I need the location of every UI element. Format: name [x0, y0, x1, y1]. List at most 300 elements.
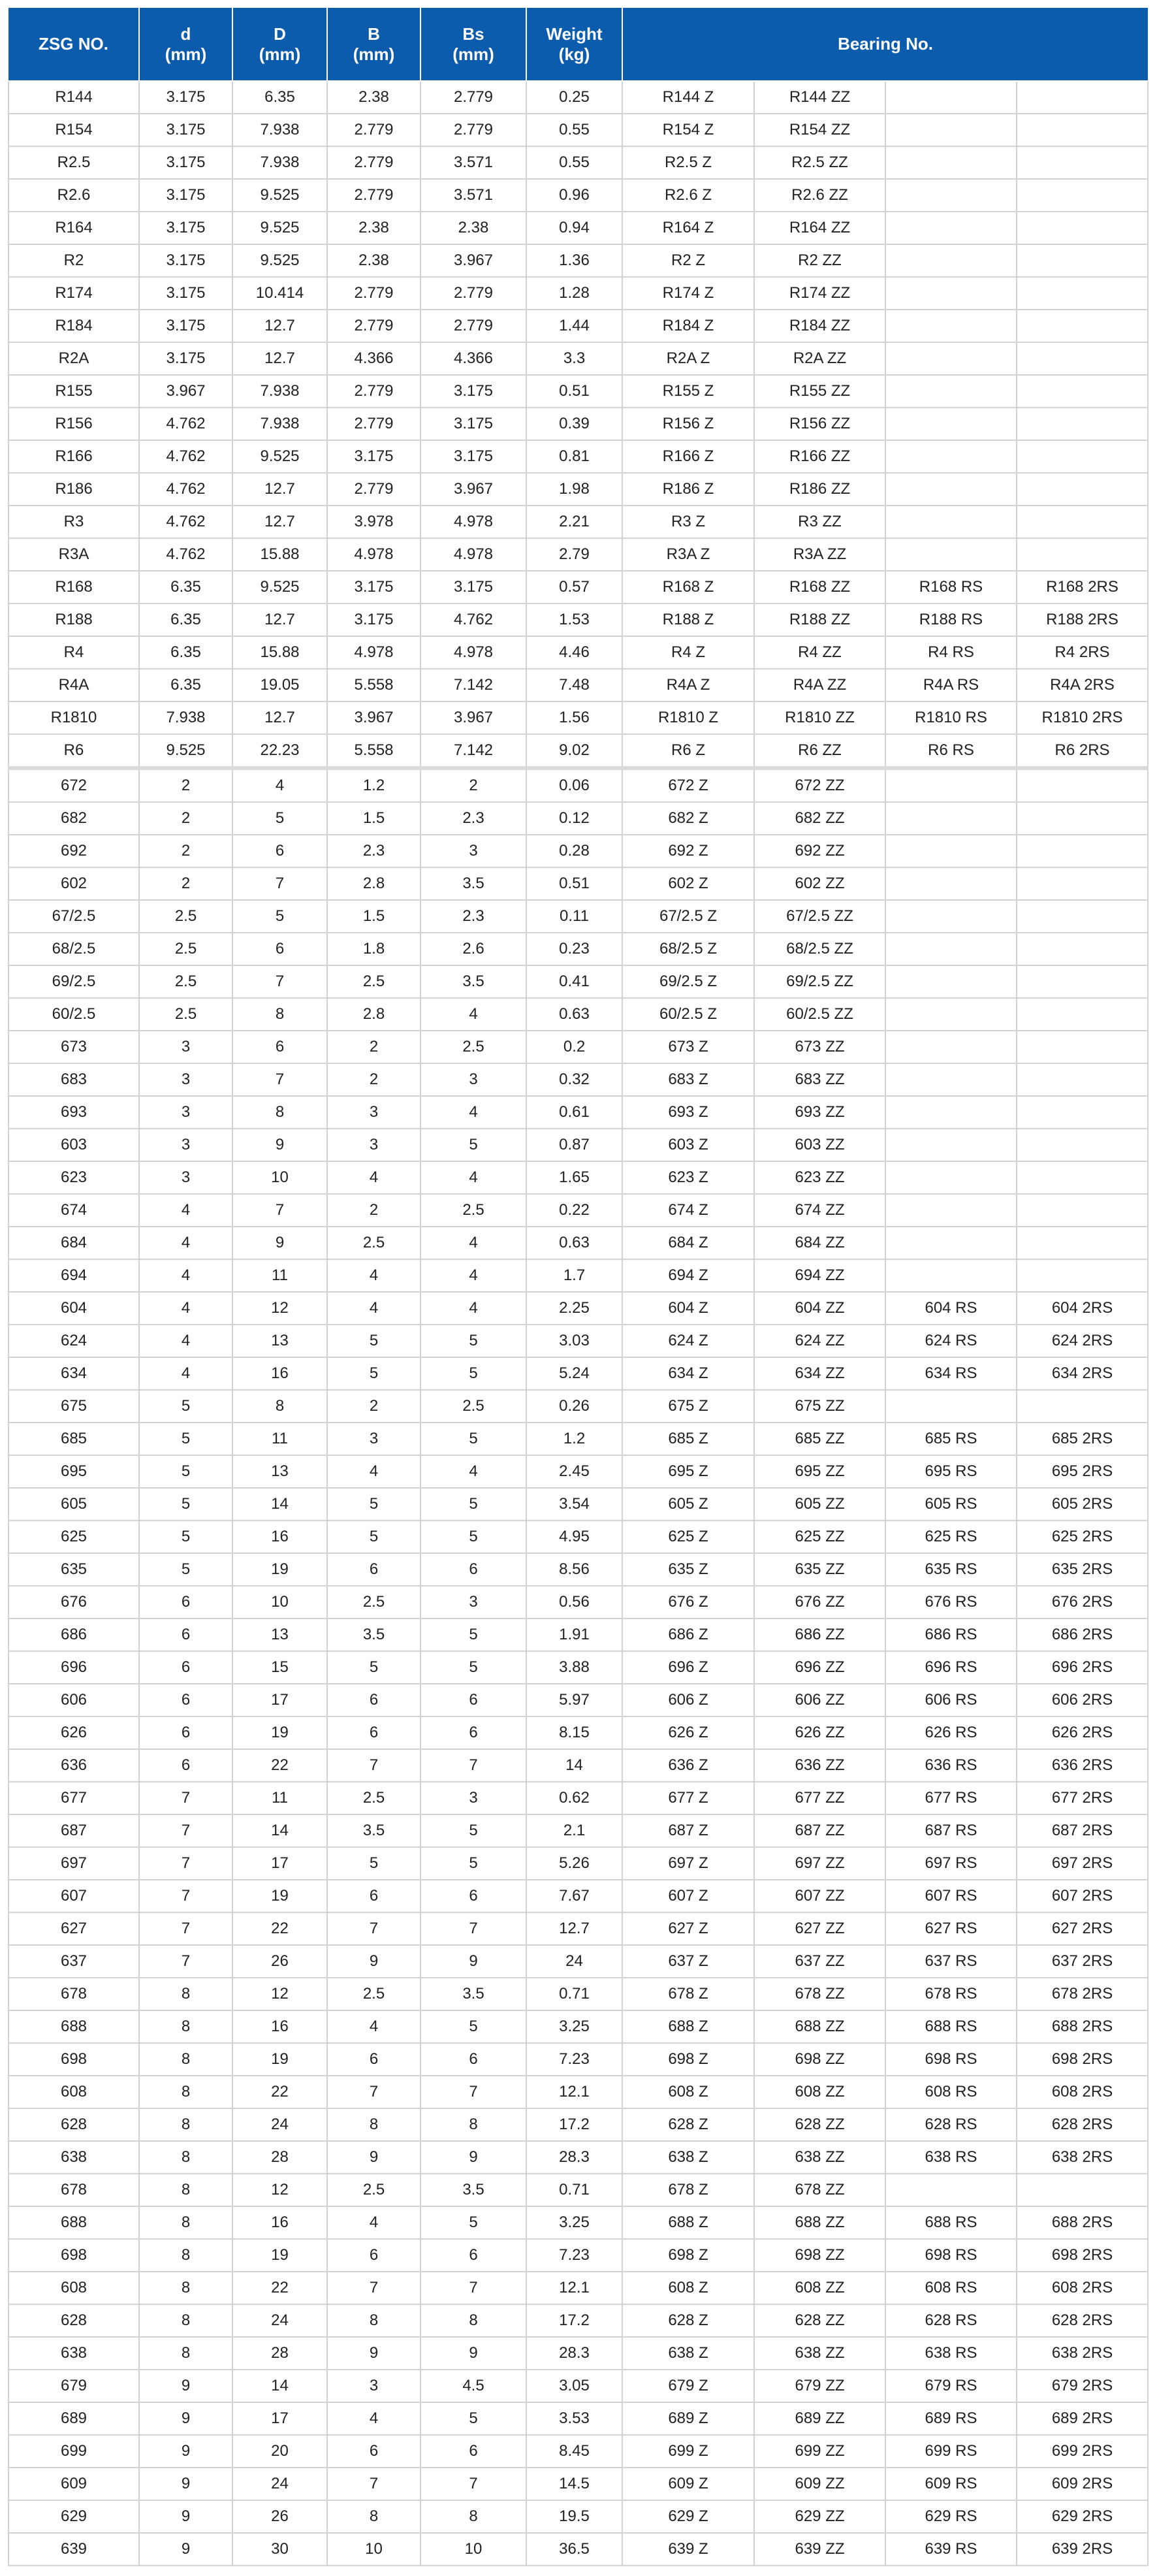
table-row	[8, 2370, 1148, 2402]
cell-Bs: 4	[420, 1455, 526, 1488]
cell-B: 2.5	[327, 2174, 420, 2206]
cell-D: 11	[232, 1782, 327, 1814]
cell-Bs: 5	[420, 2206, 526, 2239]
cell-bearing-zz: R4 ZZ	[754, 636, 885, 669]
cell-bearing-rs: R6 RS	[885, 734, 1017, 768]
cell-d: 6.35	[139, 669, 232, 701]
cell-bearing-rs: 634 RS	[885, 1357, 1017, 1390]
cell-bearing-zz: R2.5 ZZ	[754, 146, 885, 179]
cell-zsg-no: 68/2.5	[8, 933, 139, 965]
cell-weight: 0.62	[526, 1782, 622, 1814]
cell-bearing-zz: 636 ZZ	[754, 1749, 885, 1782]
cell-weight: 0.57	[526, 571, 622, 604]
cell-d: 8	[139, 2272, 232, 2304]
cell-bearing-z: 605 Z	[622, 1488, 754, 1521]
cell-bearing-z: R144 Z	[622, 81, 754, 114]
cell-bearing-z: 693 Z	[622, 1096, 754, 1129]
cell-d: 6	[139, 1586, 232, 1618]
cell-zsg-no: 638	[8, 2141, 139, 2174]
cell-bearing-2rs: 608 2RS	[1017, 2076, 1148, 2108]
table-row	[8, 114, 1148, 146]
cell-zsg-no: 674	[8, 1194, 139, 1227]
header-weight-unit: (kg)	[558, 44, 590, 64]
cell-bearing-z: 626 Z	[622, 1716, 754, 1749]
cell-weight: 3.88	[526, 1651, 622, 1684]
cell-bearing-2rs	[1017, 440, 1148, 473]
cell-zsg-no: 628	[8, 2108, 139, 2141]
cell-zsg-no: 692	[8, 835, 139, 867]
cell-bearing-2rs: 637 2RS	[1017, 1945, 1148, 1978]
cell-Bs: 6	[420, 2435, 526, 2468]
cell-D: 12.7	[232, 310, 327, 342]
cell-d: 9	[139, 2435, 232, 2468]
cell-D: 7.938	[232, 146, 327, 179]
cell-weight: 0.55	[526, 146, 622, 179]
cell-zsg-no: R2.6	[8, 179, 139, 212]
cell-d: 3	[139, 1129, 232, 1161]
cell-bearing-rs: 677 RS	[885, 1782, 1017, 1814]
cell-bearing-zz: 696 ZZ	[754, 1651, 885, 1684]
cell-bearing-rs: 628 RS	[885, 2304, 1017, 2337]
cell-bearing-rs	[885, 244, 1017, 277]
cell-B: 4.366	[327, 342, 420, 375]
cell-zsg-no: 635	[8, 1553, 139, 1586]
cell-bearing-z: R174 Z	[622, 277, 754, 310]
cell-D: 5	[232, 900, 327, 933]
cell-bearing-z: 635 Z	[622, 1553, 754, 1586]
cell-Bs: 9	[420, 2337, 526, 2370]
cell-bearing-z: 677 Z	[622, 1782, 754, 1814]
table-row	[8, 408, 1148, 440]
cell-bearing-2rs	[1017, 1031, 1148, 1063]
cell-B: 4	[327, 2206, 420, 2239]
cell-D: 22	[232, 1749, 327, 1782]
cell-bearing-zz: 693 ZZ	[754, 1096, 885, 1129]
cell-B: 3.5	[327, 1814, 420, 1847]
cell-bearing-2rs	[1017, 1259, 1148, 1292]
cell-weight: 1.36	[526, 244, 622, 277]
cell-bearing-2rs: 679 2RS	[1017, 2370, 1148, 2402]
cell-D: 22.23	[232, 734, 327, 768]
cell-bearing-zz: R144 ZZ	[754, 81, 885, 114]
cell-D: 11	[232, 1423, 327, 1455]
cell-bearing-z: R1810 Z	[622, 701, 754, 734]
cell-zsg-no: 675	[8, 1390, 139, 1423]
cell-bearing-rs	[885, 440, 1017, 473]
table-row	[8, 1161, 1148, 1194]
cell-bearing-zz: 602 ZZ	[754, 867, 885, 900]
cell-weight: 0.51	[526, 375, 622, 408]
cell-bearing-rs	[885, 179, 1017, 212]
cell-bearing-rs: 696 RS	[885, 1651, 1017, 1684]
cell-D: 30	[232, 2533, 327, 2566]
table-header	[8, 8, 1148, 81]
cell-bearing-rs: R4A RS	[885, 669, 1017, 701]
cell-bearing-z: R154 Z	[622, 114, 754, 146]
header-B-label: B	[368, 24, 380, 44]
cell-d: 3.175	[139, 179, 232, 212]
cell-bearing-2rs	[1017, 212, 1148, 244]
cell-zsg-no: 602	[8, 867, 139, 900]
cell-bearing-2rs: 605 2RS	[1017, 1488, 1148, 1521]
cell-bearing-2rs: 638 2RS	[1017, 2141, 1148, 2174]
cell-bearing-2rs: 626 2RS	[1017, 1716, 1148, 1749]
cell-weight: 9.02	[526, 734, 622, 768]
cell-weight: 0.23	[526, 933, 622, 965]
cell-bearing-rs	[885, 1063, 1017, 1096]
cell-B: 2.779	[327, 310, 420, 342]
table-row	[8, 1749, 1148, 1782]
cell-weight: 36.5	[526, 2533, 622, 2566]
cell-B: 3	[327, 1129, 420, 1161]
cell-bearing-zz: 678 ZZ	[754, 2174, 885, 2206]
cell-Bs: 5	[420, 1357, 526, 1390]
cell-D: 9.525	[232, 244, 327, 277]
cell-bearing-z: 699 Z	[622, 2435, 754, 2468]
cell-bearing-zz: R168 ZZ	[754, 571, 885, 604]
cell-bearing-rs: 688 RS	[885, 2206, 1017, 2239]
cell-B: 6	[327, 1880, 420, 1912]
cell-Bs: 3.175	[420, 571, 526, 604]
cell-D: 8	[232, 998, 327, 1031]
cell-d: 8	[139, 2304, 232, 2337]
cell-bearing-zz: R156 ZZ	[754, 408, 885, 440]
cell-d: 6	[139, 1651, 232, 1684]
cell-Bs: 3	[420, 1586, 526, 1618]
cell-zsg-no: 696	[8, 1651, 139, 1684]
cell-B: 3.175	[327, 440, 420, 473]
table-row	[8, 440, 1148, 473]
cell-weight: 8.15	[526, 1716, 622, 1749]
cell-bearing-rs: 625 RS	[885, 1521, 1017, 1553]
cell-bearing-zz: 69/2.5 ZZ	[754, 965, 885, 998]
cell-Bs: 2.5	[420, 1390, 526, 1423]
cell-B: 3.175	[327, 571, 420, 604]
header-weight	[526, 8, 622, 81]
cell-d: 2	[139, 802, 232, 835]
cell-B: 2.38	[327, 244, 420, 277]
cell-B: 2.779	[327, 473, 420, 506]
cell-d: 7	[139, 1880, 232, 1912]
table-row	[8, 1782, 1148, 1814]
cell-bearing-zz: 697 ZZ	[754, 1847, 885, 1880]
cell-bearing-z: 603 Z	[622, 1129, 754, 1161]
header-d-unit: (mm)	[165, 44, 207, 64]
cell-bearing-zz: 698 ZZ	[754, 2043, 885, 2076]
cell-bearing-z: 689 Z	[622, 2402, 754, 2435]
cell-Bs: 5	[420, 1618, 526, 1651]
cell-bearing-rs	[885, 1227, 1017, 1259]
cell-weight: 28.3	[526, 2141, 622, 2174]
cell-bearing-z: 687 Z	[622, 1814, 754, 1847]
cell-bearing-2rs	[1017, 1194, 1148, 1227]
cell-zsg-no: R188	[8, 604, 139, 636]
cell-D: 9	[232, 1227, 327, 1259]
cell-bearing-z: 682 Z	[622, 802, 754, 835]
cell-weight: 7.67	[526, 1880, 622, 1912]
cell-zsg-no: 679	[8, 2370, 139, 2402]
table-row	[8, 998, 1148, 1031]
cell-bearing-rs	[885, 310, 1017, 342]
cell-B: 3.5	[327, 1618, 420, 1651]
cell-Bs: 4.5	[420, 2370, 526, 2402]
cell-Bs: 10	[420, 2533, 526, 2566]
cell-bearing-rs: 638 RS	[885, 2141, 1017, 2174]
cell-weight: 3.53	[526, 2402, 622, 2435]
cell-zsg-no: 677	[8, 1782, 139, 1814]
cell-Bs: 7.142	[420, 734, 526, 768]
cell-bearing-2rs: 638 2RS	[1017, 2337, 1148, 2370]
cell-weight: 0.61	[526, 1096, 622, 1129]
cell-B: 4.978	[327, 636, 420, 669]
cell-Bs: 3.5	[420, 1978, 526, 2010]
cell-bearing-z: 695 Z	[622, 1455, 754, 1488]
cell-weight: 0.94	[526, 212, 622, 244]
cell-Bs: 7.142	[420, 669, 526, 701]
cell-bearing-zz: 673 ZZ	[754, 1031, 885, 1063]
cell-Bs: 5	[420, 1423, 526, 1455]
table-row	[8, 2108, 1148, 2141]
cell-B: 7	[327, 1749, 420, 1782]
cell-bearing-2rs: 636 2RS	[1017, 1749, 1148, 1782]
cell-bearing-z: 628 Z	[622, 2108, 754, 2141]
cell-D: 12	[232, 1978, 327, 2010]
cell-d: 8	[139, 2174, 232, 2206]
cell-D: 5	[232, 802, 327, 835]
cell-bearing-zz: 639 ZZ	[754, 2533, 885, 2566]
table-row	[8, 965, 1148, 998]
cell-Bs: 3.5	[420, 965, 526, 998]
cell-bearing-zz: 682 ZZ	[754, 802, 885, 835]
cell-bearing-rs	[885, 375, 1017, 408]
cell-bearing-rs	[885, 1096, 1017, 1129]
cell-bearing-zz: 683 ZZ	[754, 1063, 885, 1096]
cell-B: 1.5	[327, 802, 420, 835]
cell-bearing-zz: 695 ZZ	[754, 1455, 885, 1488]
header-B-unit: (mm)	[353, 44, 395, 64]
cell-bearing-2rs: 634 2RS	[1017, 1357, 1148, 1390]
cell-B: 2	[327, 1031, 420, 1063]
cell-weight: 0.63	[526, 998, 622, 1031]
cell-bearing-2rs: 688 2RS	[1017, 2206, 1148, 2239]
cell-zsg-no: 606	[8, 1684, 139, 1716]
cell-B: 2.5	[327, 965, 420, 998]
cell-d: 3	[139, 1031, 232, 1063]
cell-bearing-rs: 609 RS	[885, 2468, 1017, 2500]
cell-bearing-z: R2.5 Z	[622, 146, 754, 179]
cell-Bs: 4.366	[420, 342, 526, 375]
cell-bearing-2rs: 697 2RS	[1017, 1847, 1148, 1880]
cell-bearing-zz: R154 ZZ	[754, 114, 885, 146]
table-row	[8, 1325, 1148, 1357]
cell-B: 2.779	[327, 146, 420, 179]
cell-weight: 0.71	[526, 2174, 622, 2206]
cell-Bs: 5	[420, 1847, 526, 1880]
cell-d: 6	[139, 1749, 232, 1782]
cell-bearing-2rs	[1017, 506, 1148, 538]
cell-bearing-zz: R155 ZZ	[754, 375, 885, 408]
cell-zsg-no: 684	[8, 1227, 139, 1259]
cell-Bs: 7	[420, 2272, 526, 2304]
cell-d: 3.175	[139, 244, 232, 277]
cell-bearing-zz: 607 ZZ	[754, 1880, 885, 1912]
cell-d: 7	[139, 1847, 232, 1880]
cell-D: 19	[232, 2043, 327, 2076]
cell-bearing-z: 686 Z	[622, 1618, 754, 1651]
cell-weight: 0.2	[526, 1031, 622, 1063]
cell-weight: 4.46	[526, 636, 622, 669]
cell-Bs: 2.779	[420, 114, 526, 146]
cell-B: 2	[327, 1194, 420, 1227]
cell-zsg-no: 607	[8, 1880, 139, 1912]
cell-weight: 2.79	[526, 538, 622, 571]
cell-weight: 0.41	[526, 965, 622, 998]
cell-d: 8	[139, 2010, 232, 2043]
cell-B: 3.978	[327, 506, 420, 538]
cell-Bs: 5	[420, 2010, 526, 2043]
cell-d: 3	[139, 1096, 232, 1129]
table-row	[8, 1292, 1148, 1325]
cell-zsg-no: R6	[8, 734, 139, 768]
cell-weight: 7.48	[526, 669, 622, 701]
cell-D: 15.88	[232, 538, 327, 571]
cell-bearing-rs: 698 RS	[885, 2043, 1017, 2076]
cell-bearing-rs	[885, 538, 1017, 571]
cell-D: 12.7	[232, 473, 327, 506]
cell-bearing-zz: R2A ZZ	[754, 342, 885, 375]
table-row	[8, 2239, 1148, 2272]
header-zsg-no-label: ZSG NO.	[39, 34, 108, 54]
cell-weight: 0.63	[526, 1227, 622, 1259]
cell-bearing-z: 684 Z	[622, 1227, 754, 1259]
cell-zsg-no: 699	[8, 2435, 139, 2468]
cell-Bs: 2.779	[420, 81, 526, 114]
cell-bearing-z: 607 Z	[622, 1880, 754, 1912]
cell-D: 19.05	[232, 669, 327, 701]
cell-bearing-zz: R166 ZZ	[754, 440, 885, 473]
table-row	[8, 1978, 1148, 2010]
cell-bearing-rs	[885, 1194, 1017, 1227]
cell-zsg-no: 608	[8, 2272, 139, 2304]
cell-bearing-zz: 687 ZZ	[754, 1814, 885, 1847]
cell-d: 2.5	[139, 965, 232, 998]
cell-bearing-2rs: 628 2RS	[1017, 2304, 1148, 2337]
cell-bearing-zz: 629 ZZ	[754, 2500, 885, 2533]
cell-bearing-z: 609 Z	[622, 2468, 754, 2500]
cell-B: 4	[327, 2402, 420, 2435]
cell-weight: 3.3	[526, 342, 622, 375]
cell-d: 8	[139, 2108, 232, 2141]
cell-Bs: 4.762	[420, 604, 526, 636]
cell-D: 28	[232, 2141, 327, 2174]
cell-bearing-rs	[885, 277, 1017, 310]
cell-bearing-2rs	[1017, 1227, 1148, 1259]
table-row	[8, 1227, 1148, 1259]
cell-d: 7	[139, 1782, 232, 1814]
cell-bearing-2rs: R4A 2RS	[1017, 669, 1148, 701]
cell-bearing-rs	[885, 965, 1017, 998]
cell-bearing-zz: 677 ZZ	[754, 1782, 885, 1814]
cell-weight: 0.55	[526, 114, 622, 146]
table-row	[8, 1684, 1148, 1716]
cell-bearing-z: R184 Z	[622, 310, 754, 342]
cell-Bs: 9	[420, 1945, 526, 1978]
cell-bearing-rs	[885, 835, 1017, 867]
cell-B: 4	[327, 1161, 420, 1194]
cell-bearing-2rs: 688 2RS	[1017, 2010, 1148, 2043]
cell-d: 9	[139, 2533, 232, 2566]
cell-B: 2.779	[327, 179, 420, 212]
cell-weight: 1.53	[526, 604, 622, 636]
table-row	[8, 701, 1148, 734]
cell-bearing-2rs	[1017, 933, 1148, 965]
cell-Bs: 5	[420, 1814, 526, 1847]
cell-weight: 2.21	[526, 506, 622, 538]
cell-D: 12.7	[232, 604, 327, 636]
cell-d: 7	[139, 1912, 232, 1945]
table-row	[8, 2043, 1148, 2076]
cell-d: 9	[139, 2370, 232, 2402]
cell-zsg-no: 629	[8, 2500, 139, 2533]
cell-d: 8	[139, 1978, 232, 2010]
cell-B: 4	[327, 2010, 420, 2043]
cell-D: 13	[232, 1455, 327, 1488]
cell-bearing-2rs: 678 2RS	[1017, 1978, 1148, 2010]
cell-weight: 0.25	[526, 81, 622, 114]
table-row	[8, 1194, 1148, 1227]
cell-bearing-2rs: 639 2RS	[1017, 2533, 1148, 2566]
cell-d: 6.35	[139, 604, 232, 636]
table-row	[8, 867, 1148, 900]
cell-B: 2.8	[327, 867, 420, 900]
cell-bearing-zz: 624 ZZ	[754, 1325, 885, 1357]
cell-bearing-2rs: 628 2RS	[1017, 2108, 1148, 2141]
cell-bearing-z: 60/2.5 Z	[622, 998, 754, 1031]
table-row	[8, 538, 1148, 571]
cell-D: 12.7	[232, 342, 327, 375]
cell-zsg-no: 67/2.5	[8, 900, 139, 933]
cell-d: 5	[139, 1488, 232, 1521]
table-row	[8, 2337, 1148, 2370]
cell-Bs: 4	[420, 1096, 526, 1129]
cell-bearing-2rs: 606 2RS	[1017, 1684, 1148, 1716]
cell-zsg-no: R156	[8, 408, 139, 440]
cell-bearing-zz: 637 ZZ	[754, 1945, 885, 1978]
cell-bearing-zz: 676 ZZ	[754, 1586, 885, 1618]
header-Bs-label: Bs	[462, 24, 484, 44]
cell-Bs: 2.779	[420, 277, 526, 310]
cell-zsg-no: R2.5	[8, 146, 139, 179]
header-zsg-no	[8, 8, 139, 81]
cell-weight: 0.22	[526, 1194, 622, 1227]
cell-bearing-rs	[885, 1031, 1017, 1063]
cell-B: 2.779	[327, 114, 420, 146]
cell-Bs: 6	[420, 2043, 526, 2076]
cell-d: 8	[139, 2043, 232, 2076]
cell-d: 8	[139, 2239, 232, 2272]
cell-bearing-z: 608 Z	[622, 2272, 754, 2304]
cell-B: 2.3	[327, 835, 420, 867]
cell-weight: 3.25	[526, 2010, 622, 2043]
cell-zsg-no: R4A	[8, 669, 139, 701]
cell-bearing-zz: 684 ZZ	[754, 1227, 885, 1259]
cell-weight: 0.32	[526, 1063, 622, 1096]
cell-D: 7.938	[232, 114, 327, 146]
cell-zsg-no: R154	[8, 114, 139, 146]
cell-bearing-z: 67/2.5 Z	[622, 900, 754, 933]
cell-Bs: 7	[420, 2076, 526, 2108]
cell-bearing-rs: 699 RS	[885, 2435, 1017, 2468]
